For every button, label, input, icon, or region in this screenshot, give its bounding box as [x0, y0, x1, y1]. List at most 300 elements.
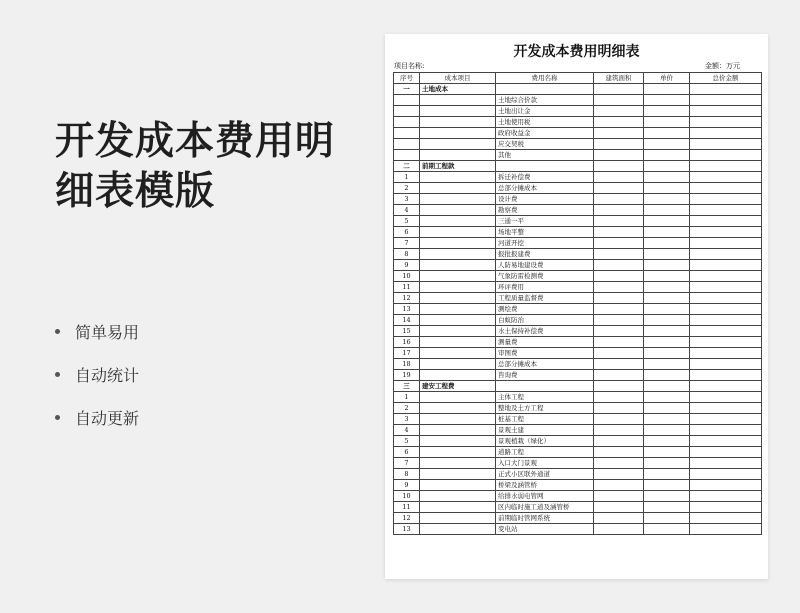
cell-item	[420, 238, 496, 249]
cell-item	[420, 436, 496, 447]
table-row	[394, 216, 762, 227]
cell-no: 12	[394, 293, 420, 304]
table-row	[394, 458, 762, 469]
cell-fee: 拆迁补偿费	[496, 172, 594, 183]
cell-no: 8	[394, 469, 420, 480]
cell-price	[644, 425, 690, 436]
cell-price	[644, 172, 690, 183]
cell-area	[594, 106, 644, 117]
cell-total	[690, 106, 762, 117]
cell-total	[690, 216, 762, 227]
table-row	[394, 205, 762, 216]
cell-price	[644, 84, 690, 95]
cell-fee: 应交契税	[496, 139, 594, 150]
cell-no: 16	[394, 337, 420, 348]
cost-table	[393, 72, 762, 535]
cell-item	[420, 315, 496, 326]
cell-item	[420, 106, 496, 117]
cell-item	[420, 227, 496, 238]
table-row	[394, 150, 762, 161]
cell-item	[420, 326, 496, 337]
cell-price	[644, 447, 690, 458]
promo-title	[55, 117, 335, 217]
cell-total	[690, 337, 762, 348]
cell-no	[394, 117, 420, 128]
col-header-fee: 费用名称	[496, 73, 594, 84]
cell-no: 9	[394, 260, 420, 271]
cell-item	[420, 304, 496, 315]
cell-fee: 土地出让金	[496, 106, 594, 117]
cell-total	[690, 447, 762, 458]
col-header-area: 建筑面积	[594, 73, 644, 84]
cell-price	[644, 106, 690, 117]
cell-area	[594, 392, 644, 403]
cell-price	[644, 370, 690, 381]
cell-price	[644, 491, 690, 502]
cell-item	[420, 447, 496, 458]
cell-fee: 主体工程	[496, 392, 594, 403]
table-row	[394, 524, 762, 535]
cell-item	[420, 469, 496, 480]
table-row	[394, 392, 762, 403]
table-row	[394, 315, 762, 326]
cell-item	[420, 216, 496, 227]
cell-fee: 报批报建费	[496, 249, 594, 260]
cell-fee: 桥梁及涵管桥	[496, 480, 594, 491]
col-header-price: 单价	[644, 73, 690, 84]
cell-price	[644, 282, 690, 293]
cell-total	[690, 425, 762, 436]
cell-no: 13	[394, 304, 420, 315]
table-row	[394, 304, 762, 315]
cell-fee: 前期临时管网系统	[496, 513, 594, 524]
cell-item: 土地成本	[420, 84, 496, 95]
cell-fee: 环评费用	[496, 282, 594, 293]
table-section-row	[394, 381, 762, 392]
cell-fee: 土地使用税	[496, 117, 594, 128]
cell-price	[644, 326, 690, 337]
cell-no: 5	[394, 436, 420, 447]
table-row	[394, 117, 762, 128]
cell-total	[690, 315, 762, 326]
cell-no: 三	[394, 381, 420, 392]
cell-price	[644, 150, 690, 161]
cell-total	[690, 436, 762, 447]
cell-fee: 气象防雷检测费	[496, 271, 594, 282]
cell-total	[690, 381, 762, 392]
cell-no: 3	[394, 414, 420, 425]
cell-fee: 测量费	[496, 337, 594, 348]
cell-no: 一	[394, 84, 420, 95]
table-row	[394, 260, 762, 271]
cell-fee: 景观植栽（绿化）	[496, 436, 594, 447]
cell-no: 2	[394, 403, 420, 414]
cell-fee: 给排水弱电管网	[496, 491, 594, 502]
cell-item	[420, 260, 496, 271]
cell-price	[644, 403, 690, 414]
cell-no	[394, 150, 420, 161]
cell-area	[594, 304, 644, 315]
table-row	[394, 128, 762, 139]
cell-fee: 政府收益金	[496, 128, 594, 139]
cell-no: 8	[394, 249, 420, 260]
cell-total	[690, 183, 762, 194]
cell-fee: 整地及土方工程	[496, 403, 594, 414]
cell-fee: 工程质量监督费	[496, 293, 594, 304]
cell-area	[594, 205, 644, 216]
cell-area	[594, 359, 644, 370]
cell-price	[644, 414, 690, 425]
cell-total	[690, 392, 762, 403]
cell-area	[594, 436, 644, 447]
cell-item: 前期工程款	[420, 161, 496, 172]
cell-total	[690, 249, 762, 260]
cell-area	[594, 425, 644, 436]
cell-total	[690, 359, 762, 370]
cell-fee	[496, 84, 594, 95]
table-row	[394, 282, 762, 293]
cell-area	[594, 403, 644, 414]
cell-no	[394, 106, 420, 117]
cell-total	[690, 139, 762, 150]
cell-no: 11	[394, 502, 420, 513]
cell-item	[420, 425, 496, 436]
cell-area	[594, 227, 644, 238]
feature-label: 自动更新	[75, 409, 140, 428]
cell-item	[420, 359, 496, 370]
cell-no: 4	[394, 205, 420, 216]
table-row	[394, 359, 762, 370]
cell-item	[420, 128, 496, 139]
cell-total	[690, 117, 762, 128]
cell-area	[594, 139, 644, 150]
cell-no	[394, 139, 420, 150]
table-body	[394, 84, 762, 535]
cell-no: 18	[394, 359, 420, 370]
cell-price	[644, 436, 690, 447]
cell-total	[690, 293, 762, 304]
spreadsheet-preview	[385, 34, 768, 579]
table-row	[394, 183, 762, 194]
cell-area	[594, 502, 644, 513]
cell-no: 9	[394, 480, 420, 491]
cell-total	[690, 205, 762, 216]
cell-area	[594, 414, 644, 425]
cell-price	[644, 117, 690, 128]
project-name-label: 项目名称:	[394, 62, 425, 70]
table-section-row	[394, 161, 762, 172]
table-row	[394, 106, 762, 117]
cell-no: 5	[394, 216, 420, 227]
cell-item	[420, 117, 496, 128]
promo-title-line-2: 细表模版	[55, 169, 216, 214]
cell-fee: 水土保持补偿费	[496, 326, 594, 337]
cell-no: 12	[394, 513, 420, 524]
feature-item	[55, 396, 139, 439]
table-row	[394, 480, 762, 491]
cell-area	[594, 315, 644, 326]
cell-total	[690, 282, 762, 293]
cell-no: 二	[394, 161, 420, 172]
cell-total	[690, 403, 762, 414]
cell-item	[420, 293, 496, 304]
cell-fee: 勘察费	[496, 205, 594, 216]
cell-no: 15	[394, 326, 420, 337]
cell-item	[420, 513, 496, 524]
cell-total	[690, 271, 762, 282]
cell-area	[594, 271, 644, 282]
cell-price	[644, 458, 690, 469]
cell-total	[690, 469, 762, 480]
cell-total	[690, 326, 762, 337]
cell-area	[594, 161, 644, 172]
cell-area	[594, 469, 644, 480]
cell-item	[420, 150, 496, 161]
cell-item	[420, 95, 496, 106]
cell-item	[420, 348, 496, 359]
cell-price	[644, 392, 690, 403]
cell-area	[594, 95, 644, 106]
table-row	[394, 348, 762, 359]
cell-item	[420, 491, 496, 502]
table-row	[394, 425, 762, 436]
cell-item	[420, 249, 496, 260]
cell-area	[594, 370, 644, 381]
cell-total	[690, 304, 762, 315]
cell-area	[594, 128, 644, 139]
table-row	[394, 447, 762, 458]
cell-item	[420, 271, 496, 282]
cell-total	[690, 480, 762, 491]
table-row	[394, 227, 762, 238]
cell-total	[690, 227, 762, 238]
cell-no: 19	[394, 370, 420, 381]
cell-price	[644, 95, 690, 106]
cell-price	[644, 348, 690, 359]
cell-fee: 三通一平	[496, 216, 594, 227]
cell-fee: 河道开挖	[496, 238, 594, 249]
cell-fee: 其他	[496, 150, 594, 161]
cell-area	[594, 249, 644, 260]
cell-area	[594, 326, 644, 337]
cell-no: 13	[394, 524, 420, 535]
cell-total	[690, 194, 762, 205]
table-row	[394, 414, 762, 425]
cell-no: 14	[394, 315, 420, 326]
feature-item	[55, 310, 139, 353]
col-header-total: 总价金额	[690, 73, 762, 84]
promo-title-line-1: 开发成本费用明	[55, 119, 336, 164]
cell-price	[644, 128, 690, 139]
cell-item	[420, 183, 496, 194]
table-row	[394, 249, 762, 260]
cell-item	[420, 205, 496, 216]
cell-area	[594, 260, 644, 271]
cell-fee: 道路工程	[496, 447, 594, 458]
cell-item	[420, 172, 496, 183]
cell-price	[644, 194, 690, 205]
cell-no	[394, 95, 420, 106]
cell-area	[594, 282, 644, 293]
table-row	[394, 403, 762, 414]
cell-fee: 正式小区联外通道	[496, 469, 594, 480]
cell-total	[690, 414, 762, 425]
cell-area	[594, 458, 644, 469]
cell-item	[420, 370, 496, 381]
cell-fee: 人防易地建设费	[496, 260, 594, 271]
cell-area	[594, 172, 644, 183]
cell-total	[690, 84, 762, 95]
cell-fee: 场地平整	[496, 227, 594, 238]
cell-area	[594, 183, 644, 194]
table-row	[394, 194, 762, 205]
cell-area	[594, 524, 644, 535]
cell-price	[644, 502, 690, 513]
cell-no: 6	[394, 227, 420, 238]
cell-item	[420, 502, 496, 513]
cell-total	[690, 161, 762, 172]
cell-no: 10	[394, 271, 420, 282]
cell-item: 建安工程费	[420, 381, 496, 392]
cell-price	[644, 227, 690, 238]
cell-fee: 入口大门景观	[496, 458, 594, 469]
bullet-icon	[55, 415, 60, 420]
cell-area	[594, 293, 644, 304]
cell-item	[420, 337, 496, 348]
cell-area	[594, 447, 644, 458]
cell-no: 2	[394, 183, 420, 194]
cell-area	[594, 194, 644, 205]
cell-total	[690, 238, 762, 249]
cell-area	[594, 348, 644, 359]
col-header-item: 成本项目	[420, 73, 496, 84]
table-row	[394, 491, 762, 502]
cell-item	[420, 480, 496, 491]
feature-label: 自动统计	[75, 366, 140, 385]
cell-item	[420, 139, 496, 150]
cell-fee: 总部分摊成本	[496, 359, 594, 370]
cell-item	[420, 458, 496, 469]
cell-area	[594, 480, 644, 491]
bullet-icon	[55, 372, 60, 377]
cell-no: 3	[394, 194, 420, 205]
table-row	[394, 326, 762, 337]
cell-fee: 变电站	[496, 524, 594, 535]
table-row	[394, 337, 762, 348]
table-row	[394, 513, 762, 524]
table-row	[394, 139, 762, 150]
cell-no: 7	[394, 458, 420, 469]
cell-price	[644, 205, 690, 216]
cell-area	[594, 381, 644, 392]
cell-item	[420, 524, 496, 535]
cell-fee: 测绘费	[496, 304, 594, 315]
table-row	[394, 370, 762, 381]
cell-fee: 咨询费	[496, 370, 594, 381]
cell-total	[690, 260, 762, 271]
cell-fee: 白蚁防治	[496, 315, 594, 326]
cell-no: 1	[394, 392, 420, 403]
cell-fee: 土地综合价款	[496, 95, 594, 106]
cell-price	[644, 183, 690, 194]
cell-price	[644, 469, 690, 480]
cell-total	[690, 150, 762, 161]
cell-fee: 总部分摊成本	[496, 183, 594, 194]
cell-total	[690, 524, 762, 535]
cell-price	[644, 480, 690, 491]
cell-item	[420, 392, 496, 403]
cell-area	[594, 216, 644, 227]
cell-total	[690, 502, 762, 513]
cell-no: 17	[394, 348, 420, 359]
cell-total	[690, 128, 762, 139]
cell-price	[644, 315, 690, 326]
cell-price	[644, 161, 690, 172]
cell-fee: 审图费	[496, 348, 594, 359]
cell-total	[690, 458, 762, 469]
table-header-row	[394, 73, 762, 84]
cell-fee	[496, 381, 594, 392]
cell-price	[644, 304, 690, 315]
table-row	[394, 172, 762, 183]
cell-area	[594, 491, 644, 502]
cell-price	[644, 216, 690, 227]
cell-price	[644, 260, 690, 271]
cell-item	[420, 403, 496, 414]
cell-area	[594, 337, 644, 348]
cell-price	[644, 359, 690, 370]
table-row	[394, 293, 762, 304]
cell-item	[420, 194, 496, 205]
cell-no: 6	[394, 447, 420, 458]
col-header-no: 序号	[394, 73, 420, 84]
cell-fee: 区内临时施工道及涵管桥	[496, 502, 594, 513]
cell-price	[644, 513, 690, 524]
cell-fee	[496, 161, 594, 172]
amount-unit-label: 金额：万元	[705, 62, 740, 70]
table-row	[394, 469, 762, 480]
table-row	[394, 95, 762, 106]
cell-fee: 设计费	[496, 194, 594, 205]
cell-price	[644, 271, 690, 282]
cell-total	[690, 513, 762, 524]
table-row	[394, 238, 762, 249]
sheet-title: 开发成本费用明细表	[513, 44, 640, 60]
cell-area	[594, 150, 644, 161]
cell-no	[394, 128, 420, 139]
cell-total	[690, 95, 762, 106]
cell-price	[644, 238, 690, 249]
cell-total	[690, 172, 762, 183]
cell-total	[690, 491, 762, 502]
cell-total	[690, 370, 762, 381]
table-row	[394, 271, 762, 282]
bullet-icon	[55, 329, 60, 334]
cell-fee: 桩基工程	[496, 414, 594, 425]
cell-no: 7	[394, 238, 420, 249]
table-row	[394, 436, 762, 447]
cell-item	[420, 282, 496, 293]
cell-area	[594, 84, 644, 95]
feature-label: 简单易用	[75, 323, 140, 342]
cell-price	[644, 293, 690, 304]
cell-area	[594, 238, 644, 249]
table-row	[394, 502, 762, 513]
feature-list	[55, 310, 139, 439]
cell-no: 4	[394, 425, 420, 436]
cell-no: 11	[394, 282, 420, 293]
cell-price	[644, 524, 690, 535]
